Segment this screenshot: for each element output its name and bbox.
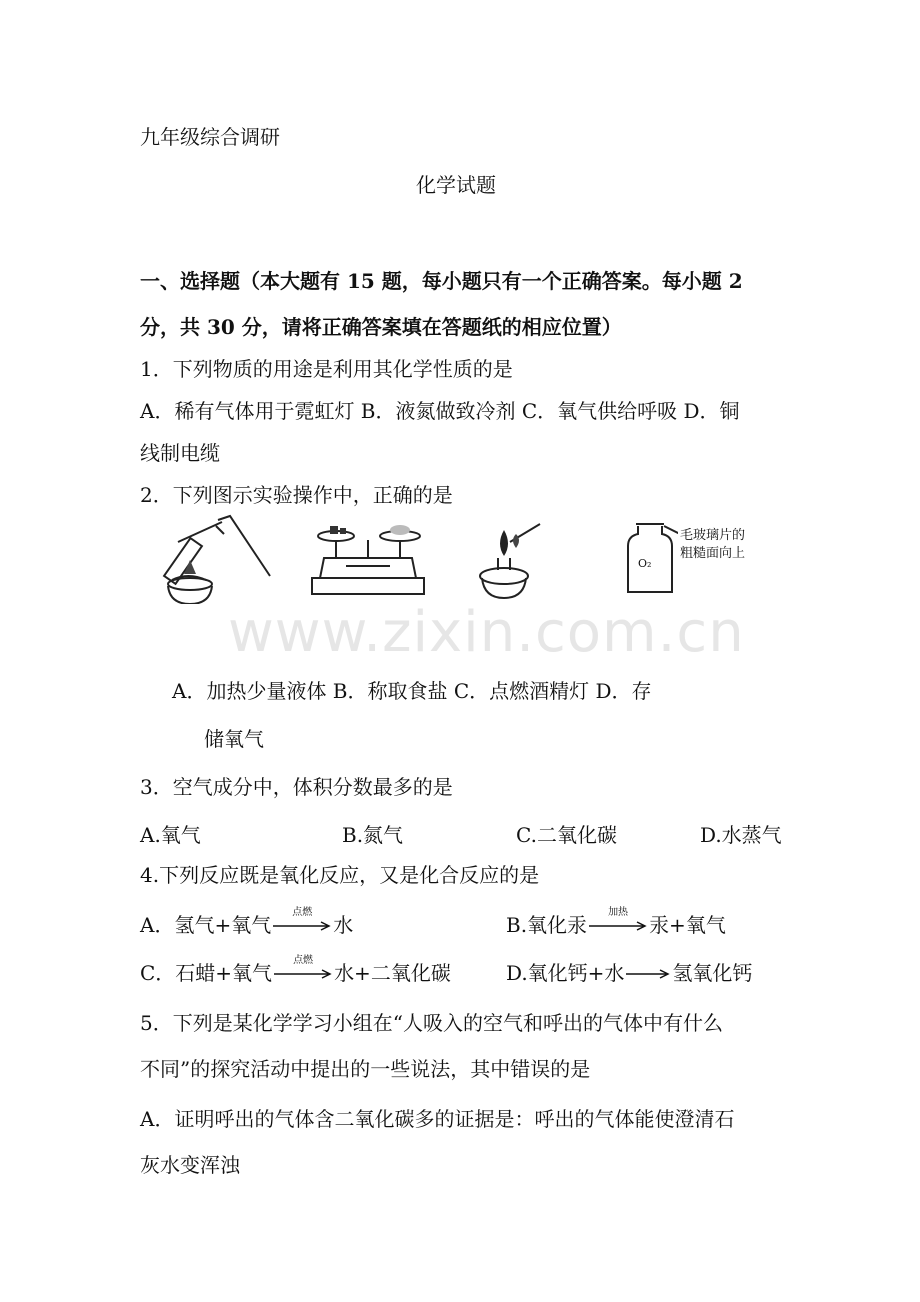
q4-d-products: 氢氧化钙 (672, 961, 753, 985)
q4-option-b (506, 907, 726, 938)
q4-d-reactants: D.氧化钙+水 (506, 961, 625, 985)
q3-option-b: B.氮气 (342, 823, 404, 847)
bottle-note-line1: 毛玻璃片的 (680, 528, 746, 543)
q4-option-d (506, 960, 752, 986)
alcohol-lamp-figure (470, 518, 544, 602)
q4-c-reactants: C．石蜡+氧气 (140, 961, 273, 985)
heating-liquid-figure (158, 512, 276, 604)
q4-a-products: 水 (333, 913, 354, 937)
q4-d-arrow (624, 960, 672, 980)
section-heading-line1: 一、选择题（本大题有 15 题，每小题只有一个正确答案。每小题 2 (140, 269, 743, 293)
q5-option-a-line1: A．证明呼出的气体含二氧化碳多的证据是：呼出的气体能使澄清石 (140, 1107, 735, 1131)
q4-c-products: 水+二氧化碳 (334, 961, 451, 985)
q4-a-arrow (271, 907, 333, 932)
q2-options-line2: 储氧气 (204, 727, 264, 751)
q5-stem-line2: 不同”的探究活动中提出的一些说法，其中错误的是 (140, 1057, 591, 1081)
q1-options-line1: A．稀有气体用于霓虹灯 B．液氮做致冷剂 C．氧气供给呼吸 D．铜 (140, 399, 740, 423)
page-title: 化学试题 (416, 173, 496, 197)
q3-option-c: C.二氧化碳 (516, 823, 617, 847)
balance-scale-figure (306, 518, 430, 600)
school-line: 九年级综合调研 (140, 125, 280, 149)
q4-a-reactants: A．氢气+氧气 (140, 913, 272, 937)
q3-option-d: D.水蒸气 (700, 823, 782, 847)
q4-b-arrow (587, 907, 649, 932)
q4-b-condition: 加热 (608, 907, 629, 918)
q2-stem: 2．下列图示实验操作中，正确的是 (140, 483, 453, 507)
section-heading-line2: 分，共 30 分，请将正确答案填在答题纸的相应位置） (140, 315, 622, 339)
q1-stem: 1．下列物质的用途是利用其化学性质的是 (140, 357, 513, 381)
q4-c-arrow (272, 955, 334, 980)
q4-option-c (140, 955, 451, 986)
q4-b-products: 汞+氧气 (649, 913, 726, 937)
bottle-note-line2: 粗糙面向上 (680, 546, 746, 561)
q5-option-a-line2: 灰水变浑浊 (140, 1153, 240, 1177)
watermark: www.zixin.com.cn (228, 600, 745, 665)
q4-b-reactants: B.氧化汞 (506, 913, 588, 937)
q3-option-a: A.氧气 (140, 823, 201, 847)
q5-stem-line1: 5．下列是某化学学习小组在“人吸入的空气和呼出的气体中有什么 (140, 1011, 723, 1035)
q4-option-a (140, 907, 354, 938)
bottle-label: O₂ (638, 557, 652, 570)
q2-options-line1: A．加热少量液体 B．称取食盐 C．点燃酒精灯 D．存 (172, 679, 652, 703)
q4-stem: 4.下列反应既是氧化反应，又是化合反应的是 (140, 863, 540, 887)
q4-c-condition: 点燃 (293, 955, 314, 966)
q3-stem: 3．空气成分中，体积分数最多的是 (140, 775, 453, 799)
q1-options-line2: 线制电缆 (140, 441, 220, 465)
q4-a-condition: 点燃 (292, 907, 313, 918)
